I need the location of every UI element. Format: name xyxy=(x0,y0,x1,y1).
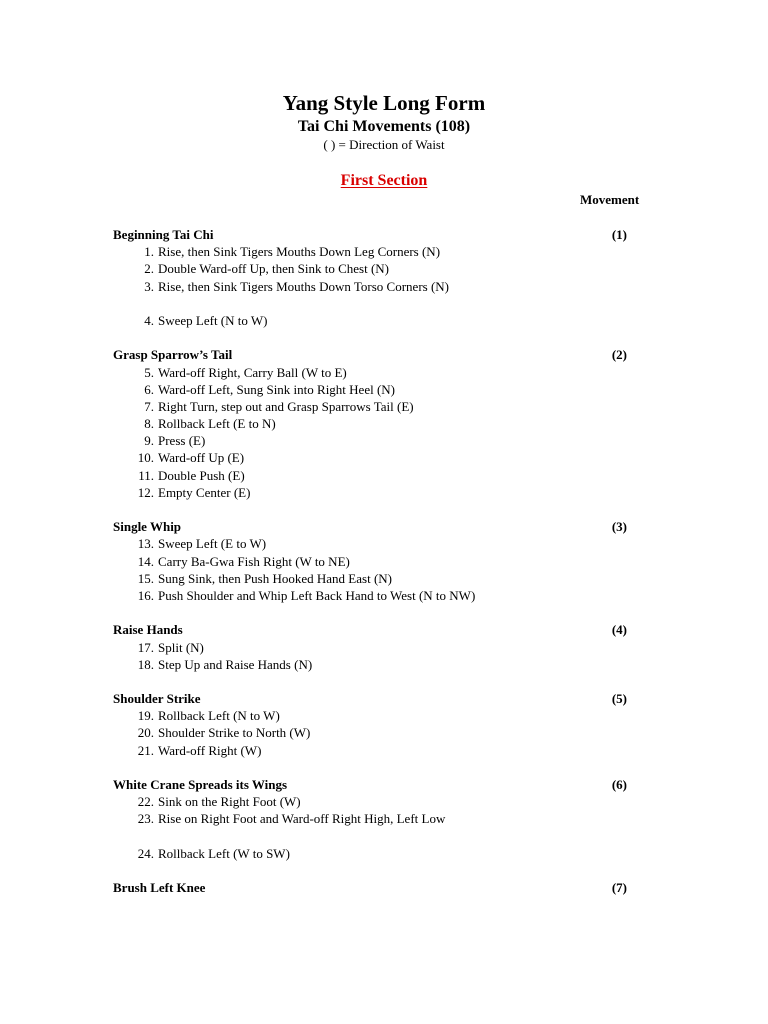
item-number: 13. xyxy=(137,536,154,552)
item-number: 9. xyxy=(144,433,154,449)
item-number: 22. xyxy=(137,794,154,810)
item-text: Ward-off Right (W) xyxy=(158,742,262,758)
group-movement-number: (3) xyxy=(611,519,627,535)
item-text: Rise, then Sink Tigers Mouths Down Leg Corners (N) xyxy=(158,244,441,260)
group-movement-number: (5) xyxy=(611,691,627,707)
list-item xyxy=(113,742,633,759)
item-number: 12. xyxy=(137,484,154,500)
item-number: 17. xyxy=(137,639,154,655)
item-number: 14. xyxy=(137,553,154,569)
list-item xyxy=(113,364,633,381)
movement-group xyxy=(113,621,633,673)
item-number: 23. xyxy=(137,811,154,827)
item-text: Push Shoulder and Whip Left Back Hand to West (N to NW) xyxy=(158,587,476,603)
list-item xyxy=(113,793,633,810)
group-name: Single Whip xyxy=(113,519,182,535)
list-item xyxy=(113,467,633,484)
item-text: Rollback Left (E to N) xyxy=(158,416,276,432)
list-item xyxy=(113,845,633,862)
item-number: 8. xyxy=(144,416,154,432)
list-item xyxy=(113,724,633,741)
item-number: 1. xyxy=(144,244,154,260)
item-text: Double Ward-off Up, then Sink to Chest (N) xyxy=(158,261,389,277)
item-number: 19. xyxy=(137,708,154,724)
item-number: 2. xyxy=(144,261,154,277)
movement-group xyxy=(113,518,633,604)
list-item xyxy=(113,449,633,466)
group-name: Brush Left Knee xyxy=(113,880,206,896)
direction-note: ( ) = Direction of Waist xyxy=(323,137,445,152)
item-number: 21. xyxy=(137,742,154,758)
item-number: 10. xyxy=(137,450,154,466)
item-text: Carry Ba-Gwa Fish Right (W to NE) xyxy=(158,553,350,569)
group-name: Grasp Sparrow’s Tail xyxy=(113,347,233,363)
section-title-text: First Section xyxy=(340,172,428,189)
movement-group xyxy=(113,776,633,862)
movement-group xyxy=(113,879,633,896)
list-item xyxy=(113,381,633,398)
group-heading xyxy=(113,346,633,363)
group-movement-number: (7) xyxy=(611,880,627,896)
group-name: Raise Hands xyxy=(113,622,183,638)
item-text: Sweep Left (E to W) xyxy=(158,536,267,552)
list-item xyxy=(113,432,633,449)
group-heading xyxy=(113,776,633,793)
list-spacer xyxy=(113,295,633,312)
list-item xyxy=(113,415,633,432)
group-heading xyxy=(113,621,633,638)
movement-group xyxy=(113,690,633,759)
item-text: Sweep Left (N to W) xyxy=(158,312,268,328)
group-name: White Crane Spreads its Wings xyxy=(113,777,288,792)
list-item xyxy=(113,278,633,295)
item-text: Step Up and Raise Hands (N) xyxy=(158,656,313,672)
movement-column-header: Movement xyxy=(580,192,640,207)
group-movement-number: (1) xyxy=(611,227,627,242)
item-number: 6. xyxy=(144,381,154,397)
item-text: Rollback Left (W to SW) xyxy=(158,845,290,861)
item-number: 15. xyxy=(137,570,154,586)
item-number: 18. xyxy=(137,656,154,672)
item-text: Split (N) xyxy=(158,639,204,655)
item-number: 24. xyxy=(137,845,154,861)
item-number: 4. xyxy=(144,312,154,328)
item-text: Rollback Left (N to W) xyxy=(158,708,280,724)
item-number: 7. xyxy=(144,398,154,414)
group-heading xyxy=(113,879,633,896)
item-text: Sung Sink, then Push Hooked Hand East (N) xyxy=(158,570,392,586)
item-number: 5. xyxy=(144,364,154,380)
item-number: 11. xyxy=(138,467,154,483)
movement-group xyxy=(113,226,633,329)
document-title: Yang Style Long Form xyxy=(282,91,486,115)
item-text: Rise, then Sink Tigers Mouths Down Torso Corners (N) xyxy=(158,278,450,294)
item-text: Ward-off Left, Sung Sink into Right Heel (N) xyxy=(158,381,396,397)
group-movement-number: (2) xyxy=(611,347,627,363)
list-spacer xyxy=(113,828,633,845)
item-text: Shoulder Strike to North (W) xyxy=(158,725,311,741)
document-subtitle: Tai Chi Movements (108) xyxy=(297,118,471,135)
group-movement-number: (6) xyxy=(611,777,627,792)
list-item xyxy=(113,260,633,277)
list-item xyxy=(113,312,633,329)
item-number: 3. xyxy=(144,278,154,294)
group-name: Beginning Tai Chi xyxy=(113,227,214,242)
list-item xyxy=(113,810,633,827)
list-item xyxy=(113,656,633,673)
item-text: Double Push (E) xyxy=(158,467,245,483)
list-item xyxy=(113,398,633,415)
group-heading xyxy=(113,690,633,707)
item-number: 16. xyxy=(137,587,154,603)
item-number: 20. xyxy=(137,725,154,741)
movement-group xyxy=(113,346,633,501)
item-text: Press (E) xyxy=(158,433,206,449)
list-item xyxy=(113,587,633,604)
item-text: Rise on Right Foot and Ward-off Right High, Left Low xyxy=(158,811,446,827)
item-text: Empty Center (E) xyxy=(158,484,251,500)
list-item xyxy=(113,570,633,587)
item-text: Right Turn, step out and Grasp Sparrows Tail (E) xyxy=(158,398,414,414)
list-item xyxy=(113,484,633,501)
section-title xyxy=(0,171,768,191)
movement-list xyxy=(113,226,633,914)
item-text: Sink on the Right Foot (W) xyxy=(158,794,301,810)
list-item xyxy=(113,707,633,724)
group-heading xyxy=(113,226,633,243)
item-text: Ward-off Right, Carry Ball (W to E) xyxy=(158,364,347,380)
group-name: Shoulder Strike xyxy=(113,691,201,707)
list-item xyxy=(113,553,633,570)
item-text: Ward-off Up (E) xyxy=(158,450,245,466)
list-item xyxy=(113,535,633,552)
list-item xyxy=(113,639,633,656)
group-heading xyxy=(113,518,633,535)
list-item xyxy=(113,243,633,260)
group-movement-number: (4) xyxy=(611,622,627,638)
